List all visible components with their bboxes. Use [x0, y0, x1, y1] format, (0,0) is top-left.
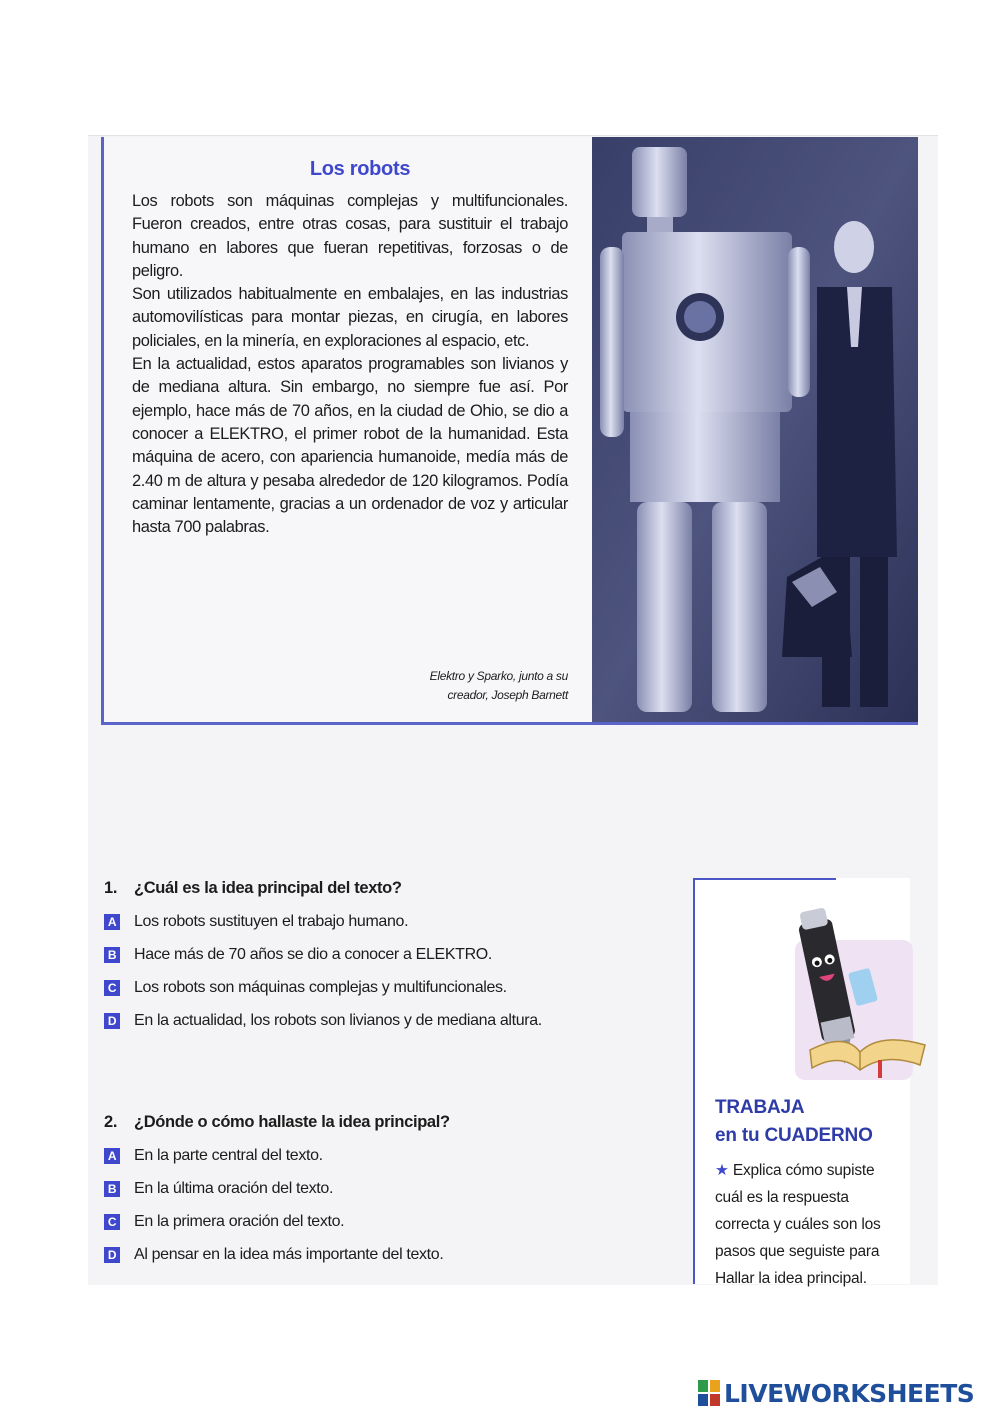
question-1-option-b[interactable]: [104, 946, 664, 979]
top-divider: [88, 135, 938, 136]
notebook-instruction: [715, 1157, 905, 1292]
caption-line-2: creador, Joseph Barnett: [447, 688, 568, 702]
photo-caption: [380, 667, 568, 705]
question-2-text: ¿Dónde o cómo hallaste la idea principal?: [134, 1113, 450, 1131]
option-text: Hace más de 70 años se dio a conocer a ELEKTRO.: [134, 946, 492, 963]
question-2-option-a[interactable]: [104, 1147, 664, 1180]
reading-paragraph-3: En la actualidad, estos aparatos programables son livianos y de mediana altura. Sin embargo, no siempre fue así. Por ejemplo, hace más de 70 años, en la ciudad de Ohio, se dio a conocer a ELEKTRO, el primer robot de la humanidad. Esta máquina de acero, con apariencia humanoide, medía más de 2.40 m de altura y pesaba alrededor de 120 kilogramos. Podía caminar lentamente, gracias a un ordenador de voz y articular hasta 700 palabras.: [132, 355, 568, 537]
option-letter: C: [104, 1214, 120, 1230]
question-2-option-c[interactable]: [104, 1213, 664, 1246]
question-1-title: [104, 879, 664, 913]
question-2-number: 2.: [104, 1113, 118, 1131]
reading-paragraph-1: Los robots son máquinas complejas y multifuncionales. Fueron creados, entre otras cosas, para sustituir el trabajo humano en labores que fueran repetitivas, forzosas o de peligro.: [132, 192, 568, 280]
question-1-option-d[interactable]: [104, 1012, 664, 1045]
option-text: En la primera oración del texto.: [134, 1213, 345, 1230]
question-1-option-a[interactable]: [104, 913, 664, 946]
question-2-title: [104, 1113, 664, 1147]
question-2: [104, 1113, 664, 1279]
option-text: En la última oración del texto.: [134, 1180, 334, 1197]
option-letter: B: [104, 1181, 120, 1197]
option-text: Los robots son máquinas complejas y multifuncionales.: [134, 979, 507, 996]
question-1-number: 1.: [104, 879, 118, 897]
reading-bottom-border: [101, 722, 918, 725]
robot-photo-illustration: [592, 137, 918, 723]
option-text: Los robots sustituyen el trabajo humano.: [134, 913, 409, 930]
question-1: [104, 879, 664, 1045]
option-letter: D: [104, 1247, 120, 1263]
question-1-text: ¿Cuál es la idea principal del texto?: [134, 879, 402, 897]
option-text: Al pensar en la idea más importante del texto.: [134, 1246, 444, 1263]
star-icon: ★: [715, 1162, 729, 1179]
option-text: En la actualidad, los robots son livianos y de mediana altura.: [134, 1012, 542, 1029]
reading-paragraph-2: Son utilizados habitualmente en embalajes, en las industrias automovilísticas para montar piezas, en cirugía, en labores policiales, en la minería, en exploraciones al espacio, etc.: [132, 285, 568, 350]
option-letter: A: [104, 1148, 120, 1164]
question-2-option-d[interactable]: [104, 1246, 664, 1279]
notebook-title-line-2: en tu CUADERNO: [715, 1125, 873, 1146]
brand-name: LIVEWORKSHEETS: [724, 1378, 975, 1408]
liveworksheets-logo-icon: [698, 1380, 720, 1406]
option-letter: D: [104, 1013, 120, 1029]
reading-body: [132, 190, 568, 539]
robot-photo: [592, 137, 918, 723]
notebook-instruction-text: Explica cómo supiste cuál es la respuesta correcta y cuáles son los pasos que seguiste para Hallar la idea principal.: [715, 1162, 881, 1287]
option-letter: C: [104, 980, 120, 996]
notebook-title-line-1: TRABAJA: [715, 1097, 805, 1118]
option-letter: B: [104, 947, 120, 963]
notebook-panel-top-border: [693, 878, 836, 880]
option-letter: A: [104, 914, 120, 930]
pen-mascot-icon: [790, 900, 930, 1080]
liveworksheets-brand[interactable]: [698, 1378, 974, 1408]
notebook-title: [715, 1094, 925, 1150]
reading-title: Los robots: [309, 158, 411, 180]
option-text: En la parte central del texto.: [134, 1147, 323, 1164]
caption-line-1: Elektro y Sparko, junto a su: [429, 669, 568, 683]
question-2-option-b[interactable]: [104, 1180, 664, 1213]
question-1-option-c[interactable]: [104, 979, 664, 1012]
